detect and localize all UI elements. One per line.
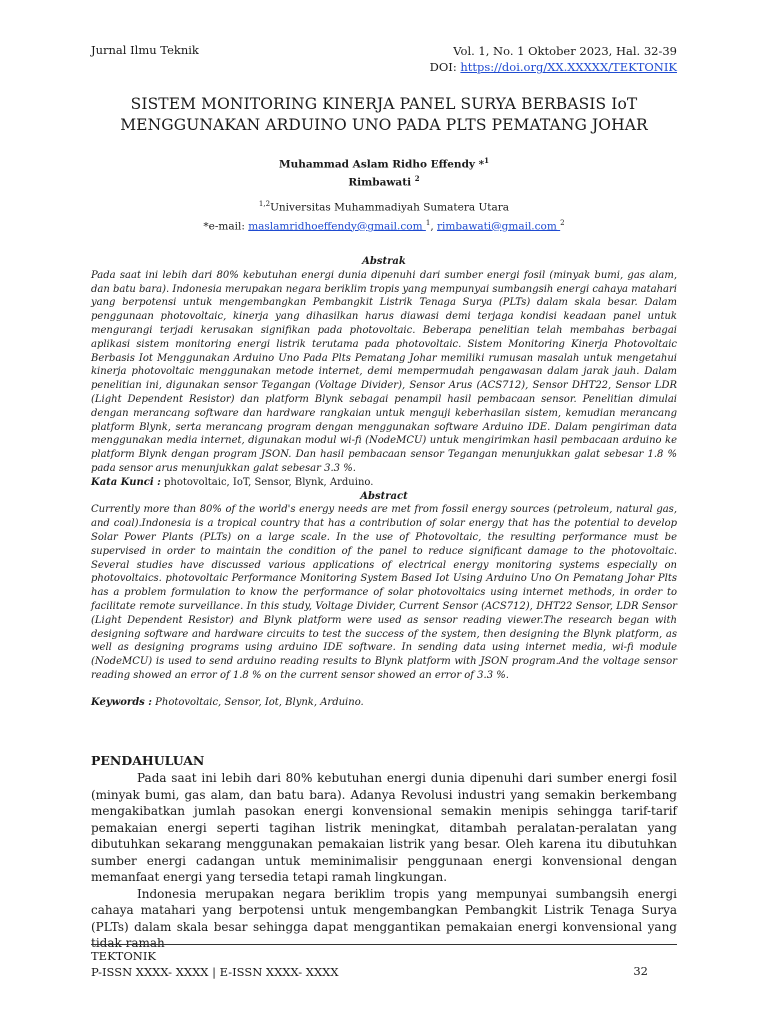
volume-info: Vol. 1, No. 1 Oktober 2023, Hal. 32-39 — [453, 44, 677, 58]
section-title: PENDAHULUAN — [91, 753, 205, 768]
author-2-sup: 2 — [414, 173, 420, 183]
title-line-1: SISTEM MONITORING KINERJA PANEL SURYA BERBASIS IoT — [130, 95, 638, 113]
affiliation-name: Universitas Muhammadiyah Sumatera Utara — [270, 201, 510, 214]
doi-link[interactable]: https://doi.org/XX.XXXXX/TEKTONIK — [460, 60, 677, 74]
author-list — [60, 154, 708, 189]
title-line-2: MENGGUNAKAN ARDUINO UNO PADA PLTS PEMATANG JOHAR — [120, 116, 648, 134]
author-2 — [60, 172, 708, 190]
abstract-text: Currently more than 80% of the world's energy needs are met from fossil energy sources (petroleum, natural gas, and coal).Indonesia is a tropical country that has a contribution of solar energy that has the potential to develop Solar Power Plants (PLTs) on a large scale. In the use of Photovoltaic, the resulting performance must be supervised in order to maintain the condition of the panel to reduce significant damage to the photovoltaic. Several studies have discussed various applications of electrical energy monitoring systems especially on photovoltaics. photovoltaic Performance Monitoring System Based Iot Using Arduino Uno On Pematang Johar Plts has a problem formulation to know the performance of solar photovoltaics using internet methods, in order to facilitate remote surveillance. In this study, Voltage Divider, Current Sensor (ACS712), DHT22 Sensor, LDR Sensor (Light Dependent Resistor) and Blynk platform were used as sensor reading viewer.The research began with designing software and hardware circuits to test the success of the system, then designing the Blynk platform, as well as designing programs using arduino IDE software. In sending data using internet media, wi-fi module (NodeMCU) is used to send arduino reading results to Blynk platform with JSON program.And the voltage sensor reading showed an error of 1.8 % on the current sensor showed an error of 3.3 %. — [91, 504, 677, 681]
email-line — [60, 216, 708, 235]
email-separator: , — [430, 220, 438, 232]
affiliation — [60, 197, 708, 216]
footer-journal: TEKTONIK — [91, 949, 156, 963]
author-1 — [60, 154, 708, 172]
kata-kunci-label: Kata Kunci : — [91, 476, 161, 488]
doi-label: DOI: — [429, 60, 457, 74]
abstrak-heading: Abstrak — [362, 256, 406, 267]
paper-title — [60, 94, 708, 136]
kata-kunci-text: photovoltaic, IoT, Sensor, Blynk, Arduino. — [160, 476, 374, 488]
footer-info — [91, 948, 339, 980]
keywords-text: Photovoltaic, Sensor, Iot, Blynk, Arduino. — [152, 696, 364, 708]
footer-issn: P-ISSN XXXX- XXXX | E-ISSN XXXX- XXXX — [91, 965, 339, 979]
journal-name: Jurnal Ilmu Teknik — [91, 43, 199, 57]
keywords-label: Keywords : — [91, 696, 152, 708]
page-number: 32 — [633, 964, 648, 978]
section-body — [91, 770, 677, 952]
email-2-sup: 2 — [560, 218, 565, 227]
footer-divider — [91, 944, 677, 945]
issue-info — [430, 43, 677, 75]
paragraph-2: Indonesia merupakan negara beriklim tropis yang mempunyai sumbangsih energi cahaya matahari yang berpotensi untuk mengembangkan Pembangkit Listrik Tenaga Surya (PLTs) dalam skala besar sehingga dapat menggantikan pemakaian energi konvensional yang tidak ramah — [91, 886, 677, 950]
author-2-name: Rimbawati — [348, 176, 415, 188]
abstrak-section — [91, 255, 677, 710]
abstrak-text: Pada saat ini lebih dari 80% kebutuhan energi dunia dipenuhi dari sumber energi fosil (minyak bumi, gas alam, dan batu bara). Indonesia merupakan negara beriklim tropis yang mempunyai sumbangsih energi cahaya matahari yang berpotensi untuk mengembangkan Pembangkit Listrik Tenaga Surya (PLTs) dalam skala besar. Dalam penggunaan photovoltaic, kinerja yang dihasilkan harus diawasi demi terjaga kondisi keadaan panel untuk mengurangi terjadi kerusakan signifikan pada photovoltaic. Beberapa penelitian telah membahas berbagai aplikasi sistem monitoring energi listrik terutama pada photovoltaic. Sistem Monitoring Kinerja Photovoltaic Berbasis Iot Menggunakan Arduino Uno Pada Plts Pematang Johar memiliki rumusan masalah untuk mengetahui kinerja photovoltaic menggunakan metode internet, demi mempermudah pengawasan dalam jarak jauh. Dalam penelitian ini, digunakan sensor Tegangan (Voltage Divider), Sensor Arus (ACS712), Sensor DHT22, Sensor LDR (Light Dependent Resistor) dan platform Blynk sebagai penampil hasil pembacaan sensor. Penelitian dimulai dengan merancang software dan hardware rangkaian untuk menguji keberhasilan sistem, kemudian merancang platform Blynk, serta merancang program dengan menggunakan software Arduino IDE. Dalam pengiriman data menggunakan media internet, digunakan modul wi-fi (NodeMCU) untuk mengirimkan hasil pembacaan arduino ke platform Blynk dengan program JSON. Dan hasil pembacaan sensor Tegangan menunjukkan galat sebesar 1.8 % pada sensor arus menunjukkan galat sebesar 3.3 %. — [91, 269, 677, 474]
paragraph-1: Pada saat ini lebih dari 80% kebutuhan energi dunia dipenuhi dari sumber energi fosil (minyak bumi, gas alam, dan batu bara). Adanya Revolusi industri yang semakin berkembang mengakibatkan jumlah pasokan energi konvensional semakin menipis sehingga tarif-tarif pemakaian energi seperti tagihan listrik meningkat, ditambah peralatan-peralatan yang dibutuhkan sekarang menggunakan pemakaian listrik yang besar. Oleh karena itu dibutuhkan sumber energi cadangan untuk meminimalisir penggunaan energi konvensional dengan memanfaat energi yang tersedia tetapi ramah lingkungan. — [91, 771, 677, 884]
keywords — [91, 696, 677, 710]
author-1-sup: 1 — [484, 156, 490, 165]
kata-kunci — [91, 476, 677, 490]
email-1-sup: 1 — [425, 218, 431, 227]
author-1-name: Muhammad Aslam Ridho Effendy * — [278, 158, 485, 171]
affiliation-sup: 1,2 — [258, 200, 271, 208]
affiliation-block — [60, 197, 708, 234]
email-link-1[interactable]: maslamridhoeffendy@gmail.com — [248, 220, 426, 232]
doi-line — [430, 59, 677, 75]
abstract-heading: Abstract — [360, 490, 408, 502]
email-label: *e-mail: — [203, 220, 249, 232]
email-link-2[interactable]: rimbawati@gmail.com — [437, 220, 561, 232]
